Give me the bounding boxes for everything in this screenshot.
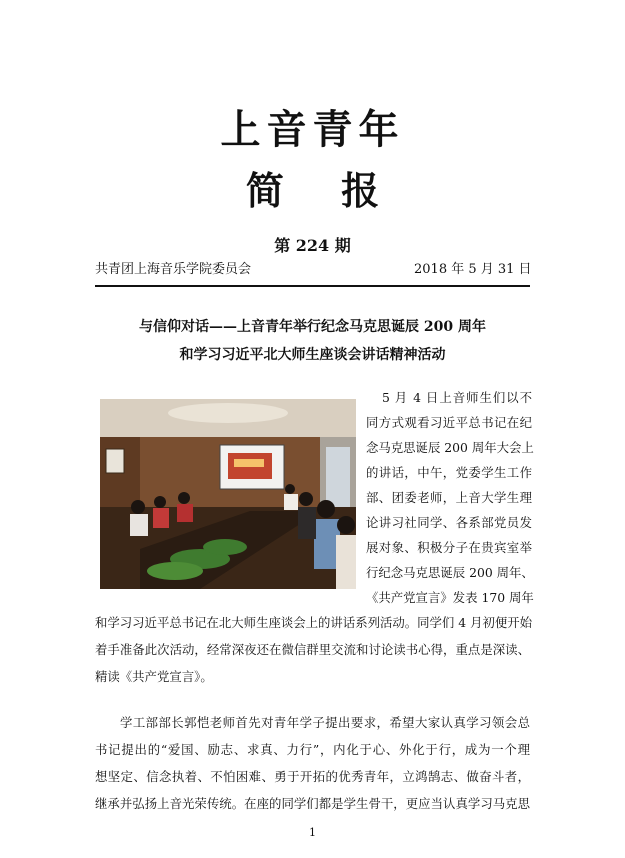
issue-number: 第 224 期 <box>274 236 351 255</box>
text-line: 5 月 4 日上音师生们以不 <box>382 390 532 405</box>
text-line: 着手准备此次活动，经常深夜还在微信群里交流和讨论读书心得，重点是深读、 <box>95 642 530 657</box>
newsletter-title: 上音青年 <box>220 106 405 153</box>
page-number: 1 <box>309 826 316 839</box>
text-line: 行纪念马克思诞辰 200 周年、 <box>366 565 534 580</box>
article-headline-line-2: 和学习习近平北大师生座谈会讲话精神活动 <box>179 347 446 363</box>
header-divider <box>95 285 530 287</box>
newsletter-subtitle: 简 报 <box>245 168 402 213</box>
text-line: 精读《共产党宣言》。 <box>95 669 213 684</box>
text-line: 继承并弘扬上音光荣传统。在座的同学们都是学生骨干，更应当认真学习马克思 <box>95 796 530 811</box>
text-line: 《共产党宣言》发表 170 周年 <box>366 590 534 605</box>
event-photo <box>100 399 356 589</box>
text-line: 念马克思诞辰 200 周年大会上 <box>366 440 534 455</box>
text-line: 学工部部长郭恺老师首先对青年学子提出要求，希望大家认真学习领会总 <box>120 715 530 730</box>
text-line: 同方式观看习近平总书记在纪 <box>366 415 532 430</box>
text-line: 和学习习近平总书记在北大师生座谈会上的讲话系列活动。同学们 4 月初便开始 <box>95 615 533 630</box>
publisher-org: 共青团上海音乐学院委员会 <box>95 262 252 277</box>
text-line: 论讲习社同学、各系部党员发 <box>366 515 532 530</box>
text-line: 书记提出的“爱国、励志、求真、力行”，内化于心、外化于行，成为一个理 <box>95 742 530 757</box>
text-line: 部、团委老师，上音大学生理 <box>366 490 532 505</box>
text-line: 的讲话，中午，党委学生工作 <box>366 465 532 480</box>
publish-date: 2018 年 5 月 31 日 <box>414 262 532 277</box>
article-headline-line-1: 与信仰对话——上音青年举行纪念马克思诞辰 200 周年 <box>139 319 486 335</box>
text-line: 展对象、积极分子在贵宾室举 <box>366 540 532 555</box>
text-line: 想坚定、信念执着、不怕困难、勇于开拓的优秀青年，立鸿鹄志、做奋斗者， <box>95 769 530 784</box>
